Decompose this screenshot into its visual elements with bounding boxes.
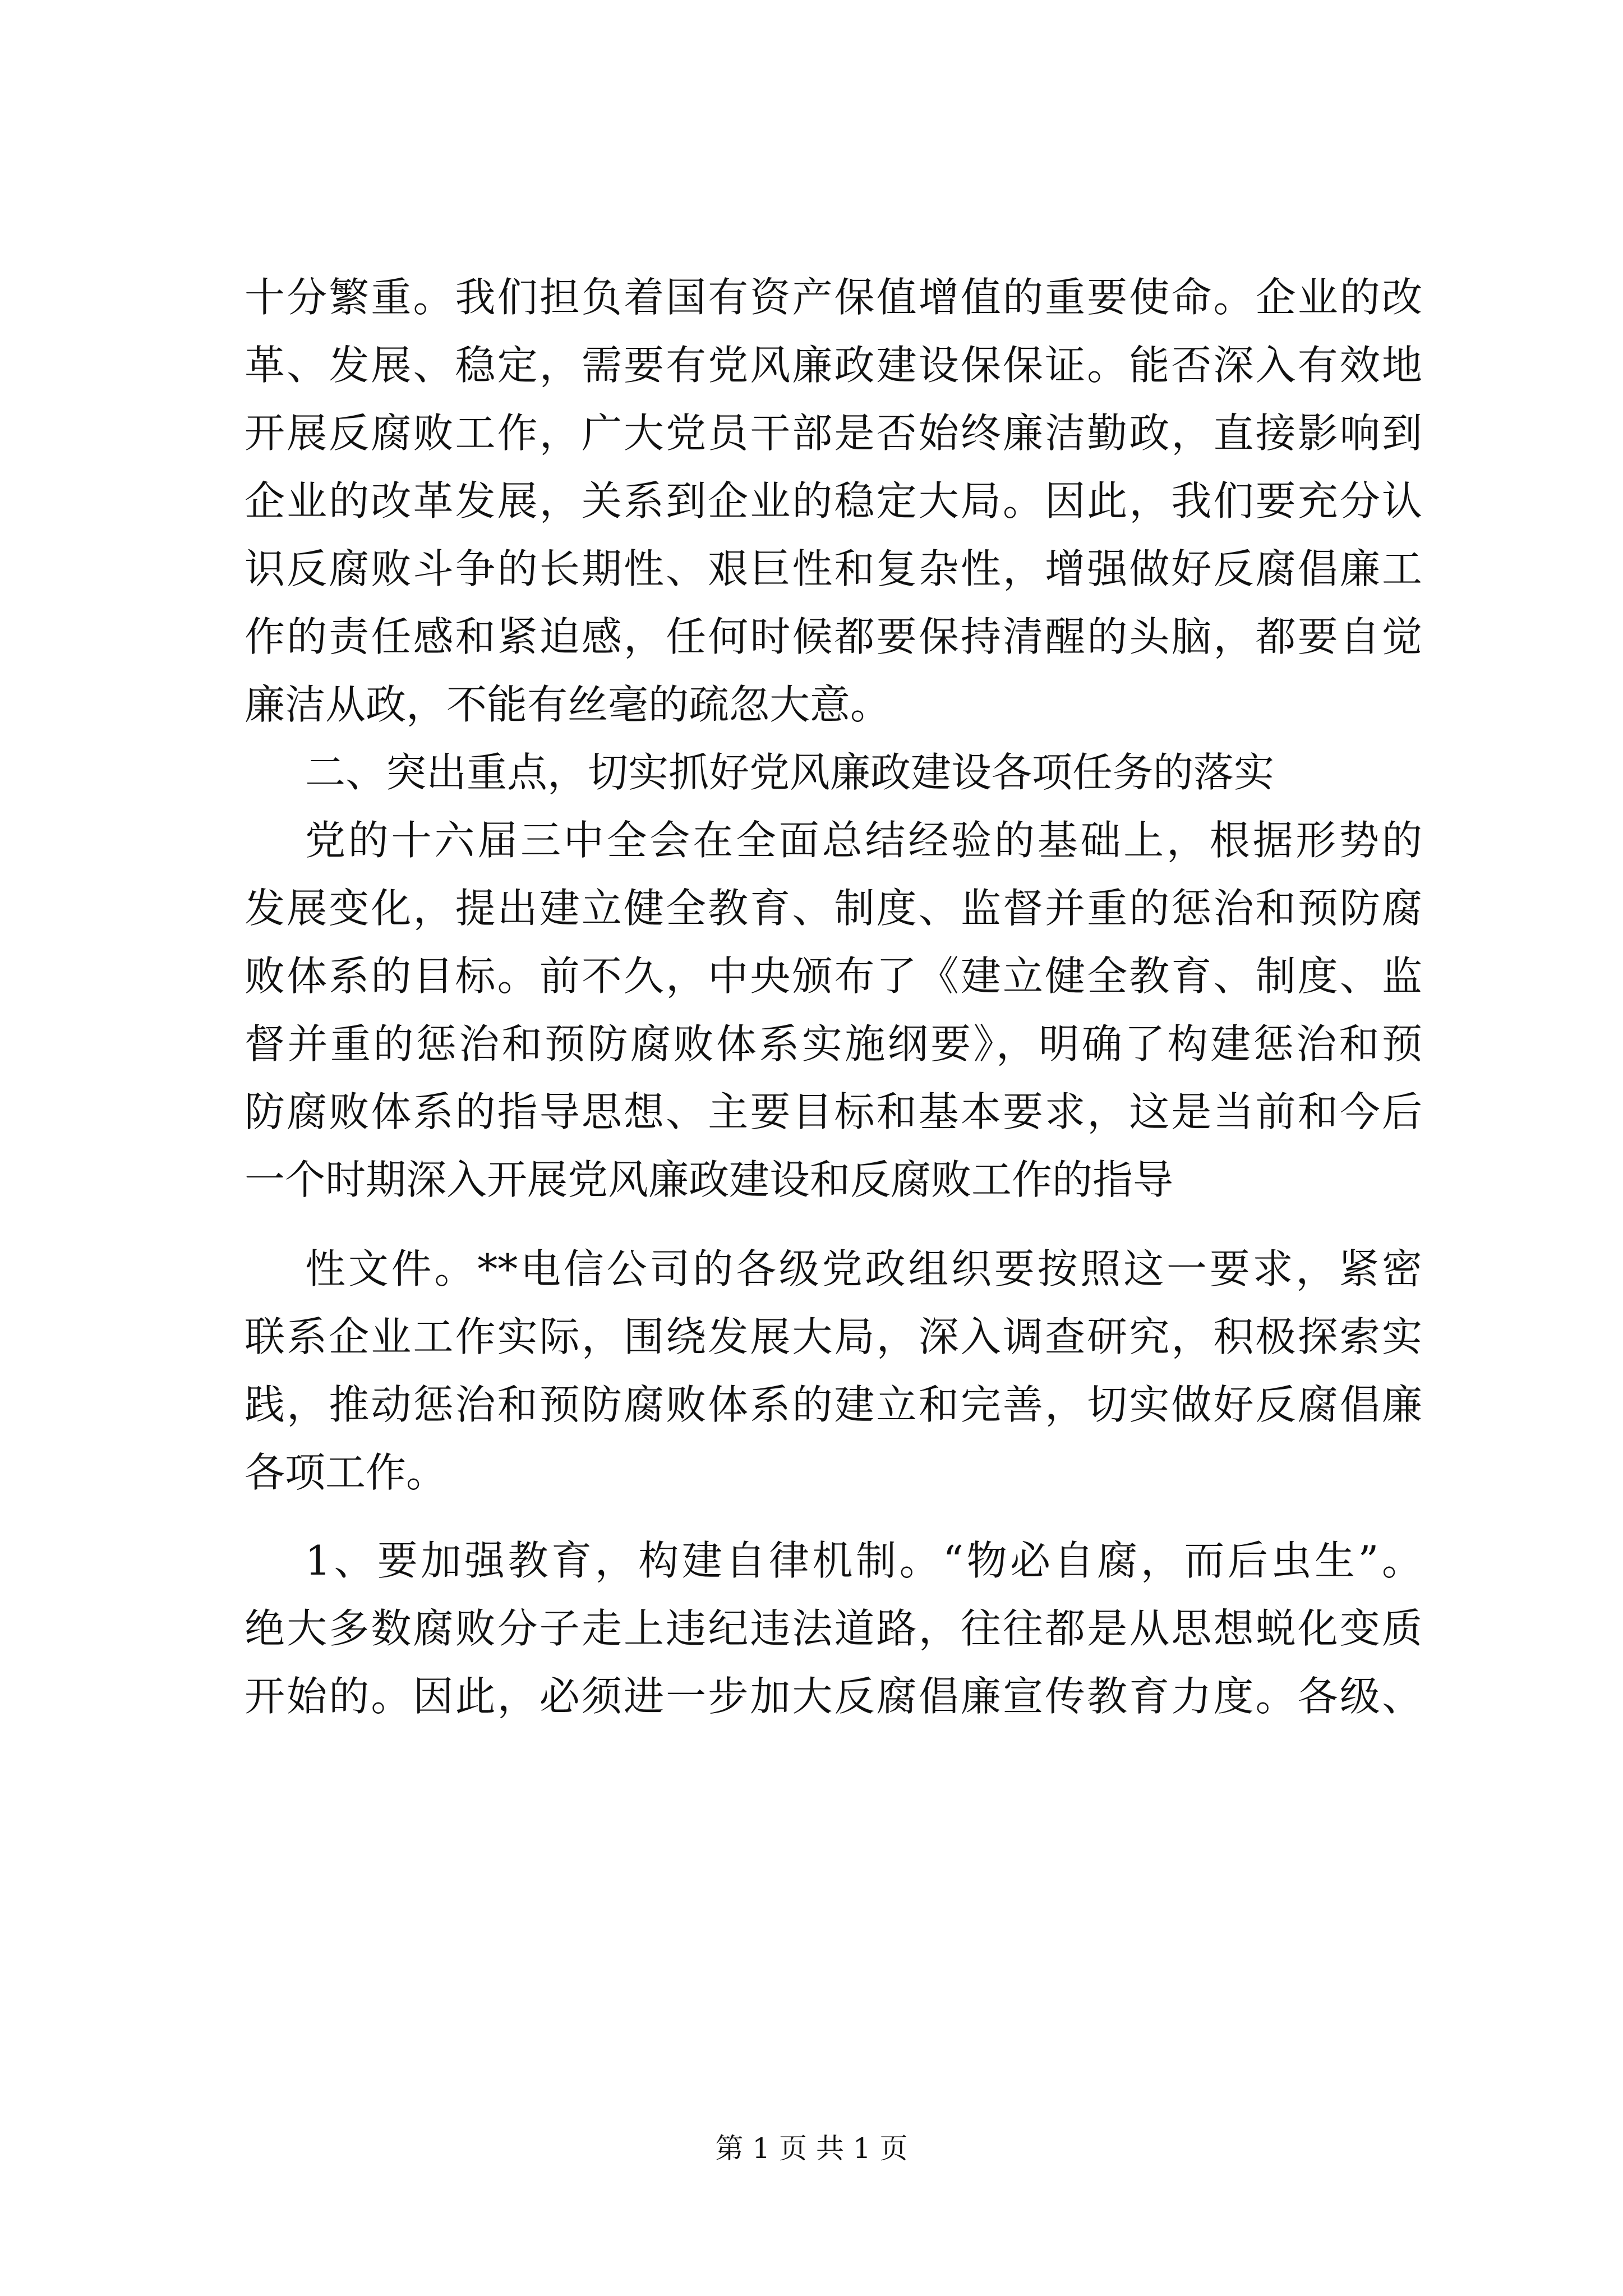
- page-number-footer: 第 1 页 共 1 页: [715, 2132, 908, 2165]
- paragraph-line: 一个时期深入开展党风廉政建设和反腐败工作的指导: [245, 1156, 1174, 1203]
- paragraph-line: 开始的。因此，必须进一步加大反腐倡廉宣传教育力度。各级、: [245, 1673, 1422, 1720]
- paragraph-line: 防腐败体系的指导思想、主要目标和基本要求，这是当前和今后: [245, 1088, 1422, 1135]
- document-body: [245, 264, 1422, 1731]
- paragraph-line: 开展反腐败工作，广大党员干部是否始终廉洁勤政，直接影响到: [245, 409, 1422, 457]
- paragraph-line: 败体系的目标。前不久，中央颁布了《建立健全教育、制度、监: [245, 953, 1422, 1000]
- paragraph-line: 联系企业工作实际，围绕发展大局，深入调查研究，积极探索实: [245, 1313, 1422, 1360]
- paragraph-line: 企业的改革发展，关系到企业的稳定大局。因此，我们要充分认: [245, 477, 1422, 524]
- paragraph-line: 绝大多数腐败分子走上违纪违法道路，往往都是从思想蜕化变质: [245, 1605, 1422, 1652]
- paragraph-line: 识反腐败斗争的长期性、艰巨性和复杂性，增强做好反腐倡廉工: [245, 545, 1422, 592]
- paragraph-gap: [245, 1214, 1422, 1235]
- paragraph-line: 十分繁重。我们担负着国有资产保值增值的重要使命。企业的改: [245, 274, 1422, 321]
- paragraph-line: 性文件。**电信公司的各级党政组织要按照这一要求，紧密: [305, 1245, 1422, 1292]
- paragraph-line: 作的责任感和紧迫感，任何时候都要保持清醒的头脑，都要自觉: [245, 613, 1422, 660]
- paragraph-line: 廉洁从政，不能有丝毫的疏忽大意。: [245, 681, 891, 728]
- paragraph-line: 党的十六届三中全会在全面总结经验的基础上，根据形势的: [305, 817, 1422, 864]
- section-heading: 二、突出重点，切实抓好党风廉政建设各项任务的落实: [305, 749, 1275, 796]
- paragraph-line: 革、发展、稳定，需要有党风廉政建设保保证。能否深入有效地: [245, 342, 1422, 389]
- paragraph-line: 督并重的惩治和预防腐败体系实施纲要》，明确了构建惩治和预: [245, 1020, 1422, 1068]
- paragraph-line: 各项工作。: [245, 1449, 447, 1496]
- paragraph-line: 发展变化，提出建立健全教育、制度、监督并重的惩治和预防腐: [245, 885, 1422, 932]
- paragraph-line: 践，推动惩治和预防腐败体系的建立和完善，切实做好反腐倡廉: [245, 1381, 1422, 1428]
- paragraph-line: 1、要加强教育，构建自律机制。“物必自腐，而后虫生”。: [305, 1537, 1422, 1584]
- paragraph-gap: [245, 1507, 1422, 1527]
